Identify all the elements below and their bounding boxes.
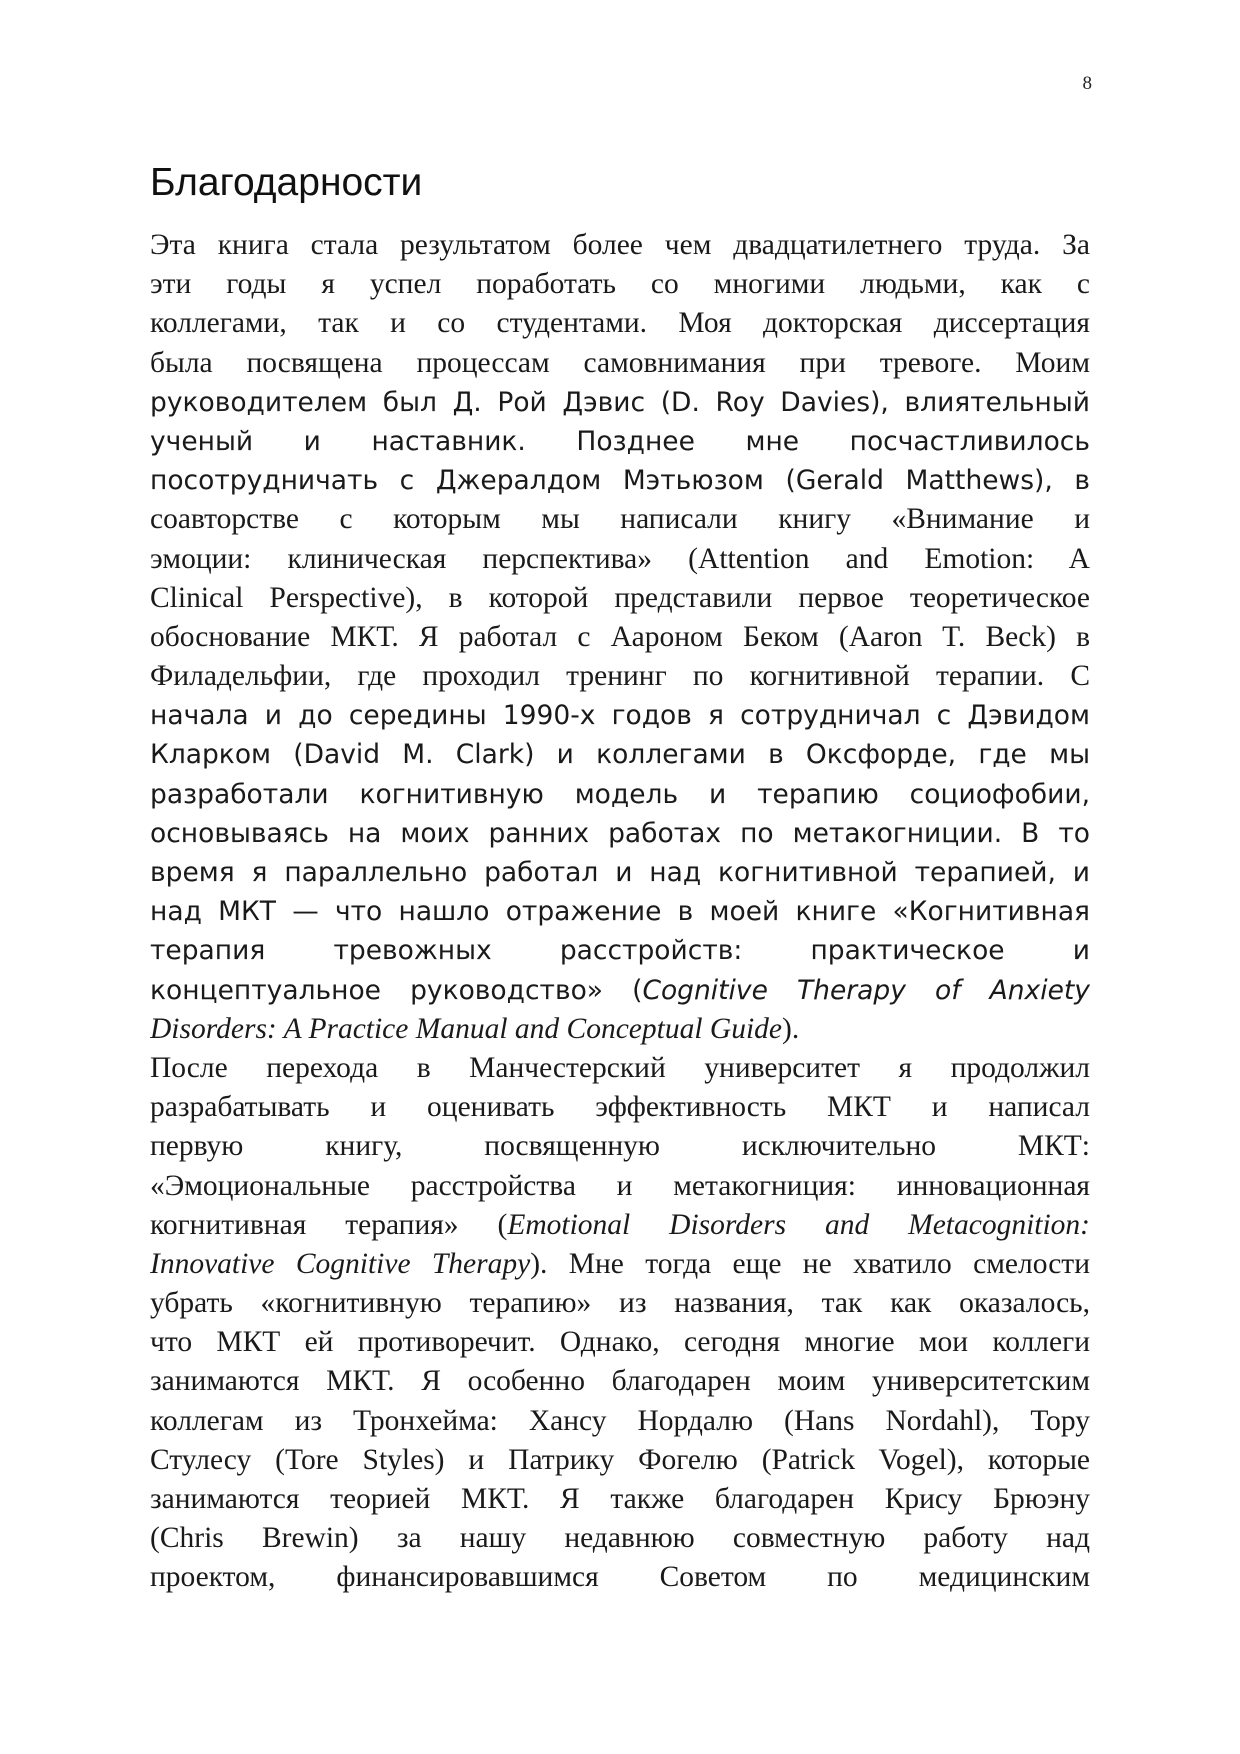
italic-title: Disorders: A Practice Manual and Conceptual Guide [150, 1012, 782, 1045]
line-text: посотрудничать с Джералдом Мэтьюзом (Gerald Matthews), в [150, 465, 1090, 497]
text-line [150, 540, 1090, 579]
line-text: соавторстве с которым мы написали книгу «Внимание и [150, 503, 1090, 536]
line-text: время я параллельно работал и над когнитивной терапией, и [150, 857, 1090, 888]
line-text: начала и до середины 1990-х годов я сотрудничал с Дэвидом [150, 700, 1090, 732]
line-text: ученый и наставник. Позднее мне посчастливилось [150, 425, 1090, 457]
text-line [150, 1402, 1090, 1441]
text-line [150, 1362, 1090, 1401]
text-line [150, 1167, 1090, 1206]
line-text: проектом, финансировавшимся Советом по медицинским [150, 1561, 1090, 1594]
text-line [150, 500, 1090, 539]
text-line [150, 931, 1090, 970]
text-line [150, 853, 1090, 892]
text-line [150, 657, 1090, 696]
italic-title: Emotional Disorders and Metacognition: [507, 1208, 1090, 1241]
line-text: над МКТ — что нашло отражение в моей книге «Когнитивная [150, 896, 1090, 928]
italic-title: Innovative Cognitive Therapy [150, 1247, 531, 1280]
line-text: основываясь на моих ранних работах по метакогниции. В то [150, 817, 1090, 849]
line-text: концептуальное руководство» ( [150, 974, 643, 1006]
text-line [150, 696, 1090, 735]
line-text: коллегами, так и со студентами. Моя докторская диссертация [150, 307, 1090, 340]
text-line [150, 814, 1090, 853]
line-text: Clinical Perspective), в которой представили первое теоретическое [150, 581, 1090, 614]
text-line [150, 461, 1090, 500]
line-text: коллегам из Тронхейма: Хансу Нордалю (Hans Nordahl), Тору [150, 1404, 1090, 1437]
text-line [150, 1284, 1090, 1323]
text-line [150, 1323, 1090, 1362]
line-text: Эта книга стала результатом более чем двадцатилетнего труда. За [150, 229, 1090, 261]
text-line [150, 1441, 1090, 1480]
text-line [150, 775, 1090, 814]
page-number: 8 [1082, 73, 1092, 94]
text-line [150, 892, 1090, 931]
line-text: обоснование МКТ. Я работал с Аароном Беком (Aaron T. Beck) в [150, 620, 1090, 653]
text-line [150, 265, 1090, 304]
text-line [150, 1480, 1090, 1519]
line-text: первую книгу, посвященную исключительно МКТ: [150, 1130, 1090, 1163]
paragraph [150, 226, 1090, 1049]
line-text: После перехода в Манчестерский университет я продолжил [150, 1051, 1090, 1084]
text-line [150, 1558, 1090, 1597]
line-text: Кларком (David M. Clark) и коллегами в Оксфорде, где мы [150, 739, 1090, 771]
line-text-after: ). [782, 1012, 800, 1045]
line-text: убрать «когнитивную терапию» из названия, так как оказалось, [150, 1287, 1090, 1320]
line-text: была посвящена процессам самовнимания при тревоге. Моим [150, 346, 1090, 379]
line-text: «Эмоциональные расстройства и метакогниция: инновационная [150, 1169, 1090, 1202]
text-line [150, 579, 1090, 618]
section-heading: Благодарности [150, 161, 423, 204]
line-text-after: ). Мне тогда еще не хватило смелости [530, 1247, 1090, 1280]
line-text: разрабатывать и оценивать эффективность МКТ и написал [150, 1091, 1090, 1124]
text-line [150, 618, 1090, 657]
italic-title: Cognitive Therapy of Anxiety [642, 974, 1090, 1006]
text-line [150, 1127, 1090, 1166]
line-text: эмоции: клиническая перспектива» (Attention and Emotion: A [150, 542, 1090, 575]
text-line [150, 226, 1090, 265]
text-line [150, 344, 1090, 383]
text-line [150, 1049, 1090, 1088]
text-line [150, 1206, 1090, 1245]
line-text: разработали когнитивную модель и терапию социофобии, [150, 778, 1090, 810]
line-text: руководителем был Д. Рой Дэвис (D. Roy Davies), влиятельный [150, 386, 1090, 418]
line-text: что МКТ ей противоречит. Однако, сегодня многие мои коллеги [150, 1326, 1090, 1359]
line-text: (Chris Brewin) за нашу недавнюю совместную работу над [150, 1522, 1090, 1555]
line-text: эти годы я успел поработать со многими людьми, как с [150, 268, 1090, 301]
text-line [150, 1519, 1090, 1558]
text-line [150, 971, 1090, 1010]
text-line [150, 304, 1090, 343]
text-line [150, 383, 1090, 422]
paragraph [150, 1049, 1090, 1598]
line-text: Стулесу (Tore Styles) и Патрику Фогелю (Patrick Vogel), которые [150, 1443, 1090, 1476]
line-text: когнитивная терапия» ( [150, 1208, 508, 1241]
text-line [150, 1010, 1090, 1049]
body-text [150, 226, 1090, 1598]
text-line [150, 735, 1090, 774]
line-text: Филадельфии, где проходил тренинг по когнитивной терапии. С [150, 660, 1090, 693]
text-line [150, 1245, 1090, 1284]
line-text: терапия тревожных расстройств: практическое и [150, 935, 1090, 967]
line-text: занимаются теорией МКТ. Я также благодарен Крису Брюэну [150, 1483, 1090, 1515]
text-line [150, 422, 1090, 461]
text-line [150, 1088, 1090, 1127]
line-text: занимаются МКТ. Я особенно благодарен моим университетским [150, 1365, 1090, 1398]
